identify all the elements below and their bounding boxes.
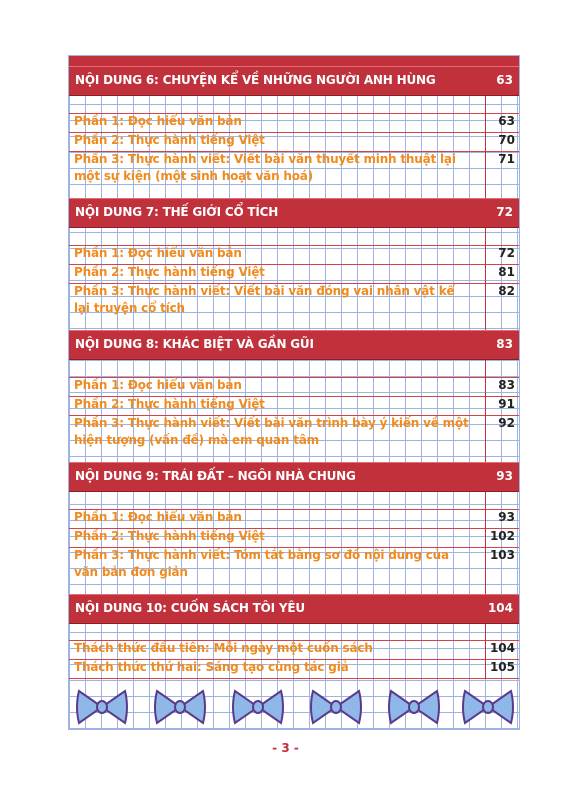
list-item: Phần 1: Đọc hiểu văn bản [74, 114, 242, 128]
list-item-page: 83 [498, 378, 515, 392]
list-item-page: 82 [498, 284, 515, 298]
top-border [69, 56, 519, 66]
list-item-page: 63 [498, 114, 515, 128]
column-divider [485, 96, 486, 198]
list-item: Phần 2: Thực hành tiếng Việt [74, 529, 265, 543]
divider [69, 678, 519, 679]
list-item-page: 104 [489, 641, 515, 655]
column-divider [485, 624, 486, 679]
list-item: Phần 2: Thực hành tiếng Việt [74, 265, 265, 279]
bow-icon [231, 688, 285, 726]
bow-icon [461, 688, 515, 726]
list-item: Phần 1: Đọc hiểu văn bản [74, 246, 242, 260]
section-title: NỘI DUNG 6: CHUYỆN KỂ VỀ NHỮNG NGƯỜI ANH HÙNG [75, 73, 436, 87]
list-item: Phần 1: Đọc hiểu văn bản [74, 378, 242, 392]
list-item: Phần 3: Thực hành viết: Viết bài văn thuyết minh thuật lại một sự kiện (một sinh hoạt văn hoá) [74, 152, 456, 183]
section-title: NỘI DUNG 7: THẾ GIỚI CỔ TÍCH [75, 205, 279, 219]
list-item: Phần 3: Thực hành viết: Viết bài văn trình bày ý kiến về một hiện tượng (vấn đề) mà em quan tâm [74, 416, 469, 447]
list-item-page: 70 [498, 133, 515, 147]
section-header-9 [69, 462, 519, 492]
list-item-page: 102 [489, 529, 515, 543]
list-item-page: 91 [498, 397, 515, 411]
bow-icon [153, 688, 207, 726]
list-item-page: 81 [498, 265, 515, 279]
section-header-7 [69, 198, 519, 228]
list-item-page: 72 [498, 246, 515, 260]
list-item-page: 93 [498, 510, 515, 524]
section-page: 93 [496, 469, 513, 483]
column-divider [485, 492, 486, 594]
bow-icon [387, 688, 441, 726]
list-item: Thách thức đầu tiên: Mỗi ngày một cuốn sách [74, 641, 373, 655]
list-item-page: 103 [489, 548, 515, 562]
bow-decoration-row [69, 688, 519, 728]
page-number: - 3 - [272, 741, 299, 755]
table-of-contents-sheet [68, 55, 520, 730]
list-item: Thách thức thứ hai: Sáng tạo cùng tác giả [74, 660, 349, 674]
section-page: 63 [496, 73, 513, 87]
section-page: 83 [496, 337, 513, 351]
section-header-6 [69, 66, 519, 96]
list-item: Phần 3: Thực hành viết: Tóm tắt bằng sơ đồ nội dung của văn bản đơn giản [74, 548, 449, 579]
section-header-10 [69, 594, 519, 624]
section-page: 104 [487, 601, 513, 615]
list-item-page: 105 [489, 660, 515, 674]
column-divider [485, 228, 486, 330]
section-header-8 [69, 330, 519, 360]
section-title: NỘI DUNG 9: TRÁI ĐẤT – NGÔI NHÀ CHUNG [75, 469, 356, 483]
list-item: Phần 1: Đọc hiểu văn bản [74, 510, 242, 524]
list-item: Phần 2: Thực hành tiếng Việt [74, 133, 265, 147]
section-page: 72 [496, 205, 513, 219]
list-item-page: 71 [498, 152, 515, 166]
list-item-page: 92 [498, 416, 515, 430]
list-item: Phần 3: Thực hành viết: Viết bài văn đóng vai nhân vật kể lại truyện cổ tích [74, 284, 455, 315]
bow-icon [309, 688, 363, 726]
section-title: NỘI DUNG 8: KHÁC BIỆT VÀ GẦN GŨI [75, 337, 314, 351]
bow-icon [75, 688, 129, 726]
list-item: Phần 2: Thực hành tiếng Việt [74, 397, 265, 411]
section-title: NỘI DUNG 10: CUỐN SÁCH TÔI YÊU [75, 601, 305, 615]
column-divider [485, 360, 486, 462]
